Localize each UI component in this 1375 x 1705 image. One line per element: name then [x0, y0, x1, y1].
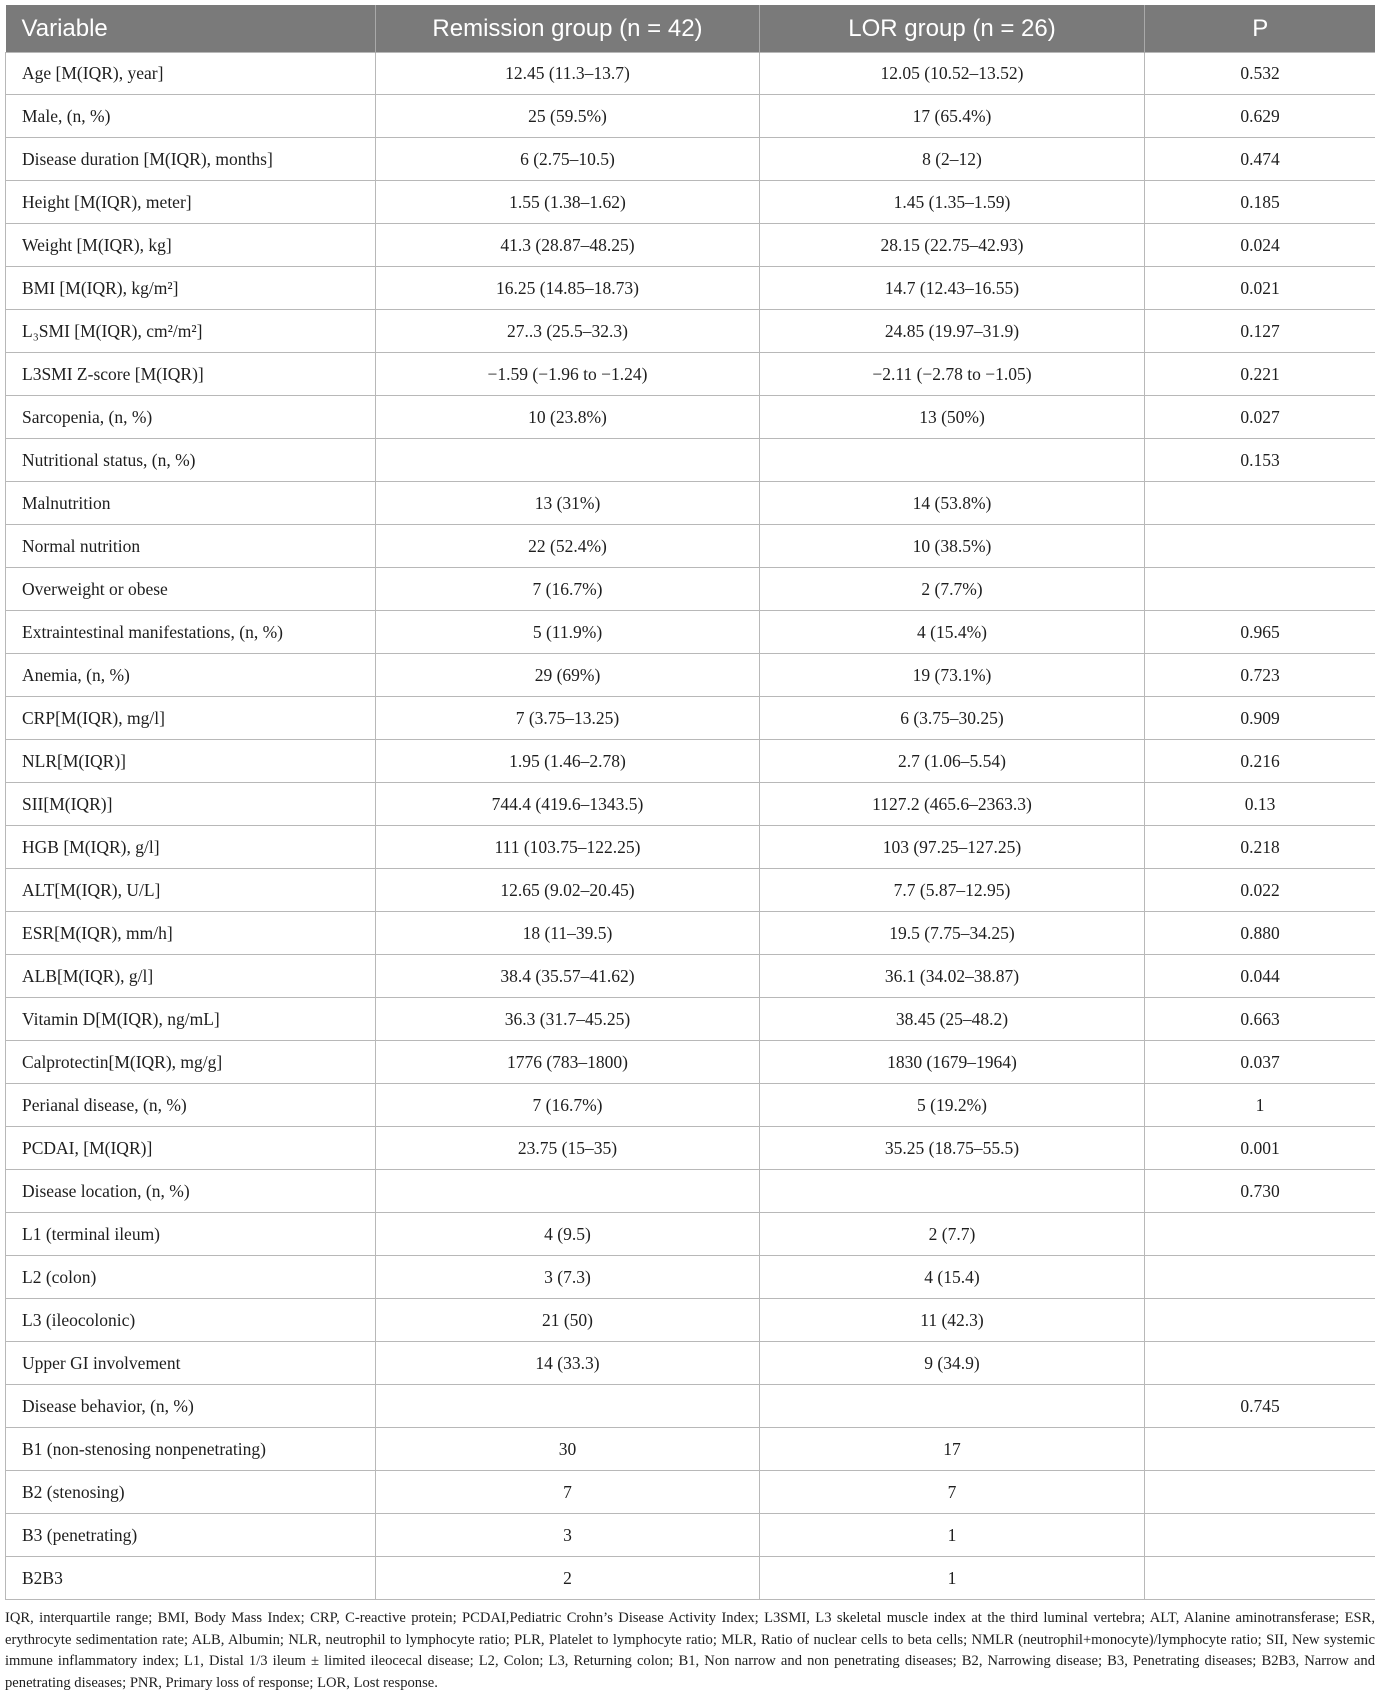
lor-cell: 11 (42.3)	[760, 1299, 1145, 1342]
comparison-table	[5, 5, 1375, 1600]
table-row	[6, 396, 1375, 439]
p-value-cell	[1145, 482, 1375, 525]
remission-cell: 14 (33.3)	[376, 1342, 760, 1385]
lor-cell: 8 (2–12)	[760, 138, 1145, 181]
variable-cell: B2B3	[6, 1557, 376, 1600]
p-value-cell	[1145, 1342, 1375, 1385]
p-value-cell: 0.044	[1145, 955, 1375, 998]
remission-cell	[376, 439, 760, 482]
lor-cell: 1830 (1679–1964)	[760, 1041, 1145, 1084]
table-row	[6, 224, 1375, 267]
lor-cell: 7.7 (5.87–12.95)	[760, 869, 1145, 912]
remission-cell: 1776 (783–1800)	[376, 1041, 760, 1084]
variable-cell: L2 (colon)	[6, 1256, 376, 1299]
lor-cell: 5 (19.2%)	[760, 1084, 1145, 1127]
variable-cell: Age [M(IQR), year]	[6, 53, 376, 95]
variable-cell: Vitamin D[M(IQR), ng/mL]	[6, 998, 376, 1041]
p-value-cell: 0.221	[1145, 353, 1375, 396]
p-value-cell: 0.663	[1145, 998, 1375, 1041]
lor-cell: 4 (15.4)	[760, 1256, 1145, 1299]
remission-cell: 3 (7.3)	[376, 1256, 760, 1299]
header-p-value: P	[1145, 5, 1375, 53]
variable-cell: ALB[M(IQR), g/l]	[6, 955, 376, 998]
remission-cell: 25 (59.5%)	[376, 95, 760, 138]
document-page	[5, 5, 1375, 1694]
lor-cell: 1	[760, 1557, 1145, 1600]
table-body	[6, 53, 1375, 1600]
remission-cell: 1.55 (1.38–1.62)	[376, 181, 760, 224]
remission-cell	[376, 1170, 760, 1213]
variable-cell: BMI [M(IQR), kg/m²]	[6, 267, 376, 310]
lor-cell: 9 (34.9)	[760, 1342, 1145, 1385]
variable-cell: B2 (stenosing)	[6, 1471, 376, 1514]
table-row	[6, 1385, 1375, 1428]
variable-cell: L₃SMI [M(IQR), cm²/m²]	[6, 310, 376, 353]
p-value-cell	[1145, 568, 1375, 611]
p-value-cell	[1145, 1471, 1375, 1514]
remission-cell: 41.3 (28.87–48.25)	[376, 224, 760, 267]
variable-cell: HGB [M(IQR), g/l]	[6, 826, 376, 869]
remission-cell: 7 (16.7%)	[376, 568, 760, 611]
lor-cell: 2 (7.7)	[760, 1213, 1145, 1256]
p-value-cell: 0.13	[1145, 783, 1375, 826]
table-row	[6, 1342, 1375, 1385]
table-row	[6, 310, 1375, 353]
remission-cell: 30	[376, 1428, 760, 1471]
variable-cell: Perianal disease, (n, %)	[6, 1084, 376, 1127]
variable-cell: NLR[M(IQR)]	[6, 740, 376, 783]
remission-cell: 1.95 (1.46–2.78)	[376, 740, 760, 783]
variable-cell: Malnutrition	[6, 482, 376, 525]
variable-cell: Overweight or obese	[6, 568, 376, 611]
p-value-cell: 1	[1145, 1084, 1375, 1127]
variable-cell: Sarcopenia, (n, %)	[6, 396, 376, 439]
variable-cell: Weight [M(IQR), kg]	[6, 224, 376, 267]
remission-cell: 10 (23.8%)	[376, 396, 760, 439]
table-row	[6, 1256, 1375, 1299]
remission-cell: 38.4 (35.57–41.62)	[376, 955, 760, 998]
remission-cell: 23.75 (15–35)	[376, 1127, 760, 1170]
table-row	[6, 955, 1375, 998]
table-row	[6, 654, 1375, 697]
lor-cell: 14.7 (12.43–16.55)	[760, 267, 1145, 310]
remission-cell: 2	[376, 1557, 760, 1600]
remission-cell: 4 (9.5)	[376, 1213, 760, 1256]
variable-cell: L1 (terminal ileum)	[6, 1213, 376, 1256]
p-value-cell: 0.001	[1145, 1127, 1375, 1170]
p-value-cell: 0.021	[1145, 267, 1375, 310]
variable-cell: Disease location, (n, %)	[6, 1170, 376, 1213]
p-value-cell: 0.909	[1145, 697, 1375, 740]
variable-cell: Anemia, (n, %)	[6, 654, 376, 697]
table-header	[6, 5, 1375, 53]
p-value-cell	[1145, 1256, 1375, 1299]
header-lor-group: LOR group (n = 26)	[760, 5, 1145, 53]
remission-cell: 5 (11.9%)	[376, 611, 760, 654]
remission-cell: 36.3 (31.7–45.25)	[376, 998, 760, 1041]
table-row	[6, 1471, 1375, 1514]
remission-cell: 18 (11–39.5)	[376, 912, 760, 955]
lor-cell: 103 (97.25–127.25)	[760, 826, 1145, 869]
p-value-cell: 0.532	[1145, 53, 1375, 95]
lor-cell: 38.45 (25–48.2)	[760, 998, 1145, 1041]
p-value-cell	[1145, 1299, 1375, 1342]
p-value-cell: 0.474	[1145, 138, 1375, 181]
variable-cell: CRP[M(IQR), mg/l]	[6, 697, 376, 740]
table-row	[6, 1127, 1375, 1170]
lor-cell	[760, 1385, 1145, 1428]
p-value-cell: 0.965	[1145, 611, 1375, 654]
p-value-cell: 0.027	[1145, 396, 1375, 439]
table-row	[6, 611, 1375, 654]
variable-cell: Disease duration [M(IQR), months]	[6, 138, 376, 181]
table-row	[6, 912, 1375, 955]
p-value-cell: 0.629	[1145, 95, 1375, 138]
lor-cell: 12.05 (10.52–13.52)	[760, 53, 1145, 95]
table-row	[6, 783, 1375, 826]
lor-cell: 14 (53.8%)	[760, 482, 1145, 525]
p-value-cell: 0.218	[1145, 826, 1375, 869]
lor-cell: 17	[760, 1428, 1145, 1471]
remission-cell: 111 (103.75–122.25)	[376, 826, 760, 869]
lor-cell: 17 (65.4%)	[760, 95, 1145, 138]
remission-cell: 22 (52.4%)	[376, 525, 760, 568]
remission-cell: 7 (16.7%)	[376, 1084, 760, 1127]
variable-cell: ALT[M(IQR), U/L]	[6, 869, 376, 912]
table-row	[6, 869, 1375, 912]
lor-cell: 35.25 (18.75–55.5)	[760, 1127, 1145, 1170]
variable-cell: ESR[M(IQR), mm/h]	[6, 912, 376, 955]
table-row	[6, 826, 1375, 869]
table-row	[6, 697, 1375, 740]
table-row	[6, 53, 1375, 95]
lor-cell: 2.7 (1.06–5.54)	[760, 740, 1145, 783]
table-row	[6, 1213, 1375, 1256]
lor-cell: 1	[760, 1514, 1145, 1557]
variable-cell: Upper GI involvement	[6, 1342, 376, 1385]
lor-cell: 28.15 (22.75–42.93)	[760, 224, 1145, 267]
remission-cell: 744.4 (419.6–1343.5)	[376, 783, 760, 826]
lor-cell: 7	[760, 1471, 1145, 1514]
header-remission-group: Remission group (n = 42)	[376, 5, 760, 53]
lor-cell: 24.85 (19.97–31.9)	[760, 310, 1145, 353]
variable-cell: Nutritional status, (n, %)	[6, 439, 376, 482]
lor-cell: 19.5 (7.75–34.25)	[760, 912, 1145, 955]
lor-cell: 19 (73.1%)	[760, 654, 1145, 697]
p-value-cell: 0.153	[1145, 439, 1375, 482]
remission-cell: 3	[376, 1514, 760, 1557]
table-row	[6, 1170, 1375, 1213]
table-row	[6, 138, 1375, 181]
table-row	[6, 1514, 1375, 1557]
table-row	[6, 1084, 1375, 1127]
remission-cell: 21 (50)	[376, 1299, 760, 1342]
table-row	[6, 267, 1375, 310]
remission-cell: 12.45 (11.3–13.7)	[376, 53, 760, 95]
lor-cell: 4 (15.4%)	[760, 611, 1145, 654]
remission-cell: 7 (3.75–13.25)	[376, 697, 760, 740]
variable-cell: Extraintestinal manifestations, (n, %)	[6, 611, 376, 654]
table-row	[6, 1557, 1375, 1600]
lor-cell	[760, 439, 1145, 482]
table-row	[6, 439, 1375, 482]
variable-cell: Height [M(IQR), meter]	[6, 181, 376, 224]
remission-cell: 16.25 (14.85–18.73)	[376, 267, 760, 310]
p-value-cell: 0.216	[1145, 740, 1375, 783]
p-value-cell	[1145, 1428, 1375, 1471]
table-row	[6, 482, 1375, 525]
lor-cell: 13 (50%)	[760, 396, 1145, 439]
table-row	[6, 353, 1375, 396]
lor-cell: 10 (38.5%)	[760, 525, 1145, 568]
remission-cell: 27..3 (25.5–32.3)	[376, 310, 760, 353]
table-footnote: IQR, interquartile range; BMI, Body Mass Index; CRP, C-reactive protein; PCDAI,Pediatric Crohn’s Disease Activity Index; L3SMI, L3 skeletal muscle index at the third luminal vertebra; ALT, Alanine aminotransferase; ESR, erythrocyte sedimentation rate; ALB, Albumin; NLR, neutrophil to lymphocyte ratio; PLR, Platelet to lymphocyte ratio; MLR, Ratio of nuclear cells to beta cells; NMLR (neutrophil+monocyte)/lymphocyte ratio; SII, New systemic immune inflammatory index; L1, Distal 1/3 ileum ± limited ileocecal disease; L2, Colon; L3, Returning colon; B1, Non narrow and non penetrating diseases; B2, Narrowing disease; B3, Penetrating diseases; B2B3, Narrow and penetrating diseases; PNR, Primary loss of response; LOR, Lost response.	[5, 1610, 1375, 1691]
p-value-cell: 0.024	[1145, 224, 1375, 267]
variable-cell: B3 (penetrating)	[6, 1514, 376, 1557]
variable-cell: PCDAI, [M(IQR)]	[6, 1127, 376, 1170]
p-value-cell	[1145, 1514, 1375, 1557]
variable-cell: Calprotectin[M(IQR), mg/g]	[6, 1041, 376, 1084]
p-value-cell	[1145, 1213, 1375, 1256]
p-value-cell: 0.037	[1145, 1041, 1375, 1084]
p-value-cell	[1145, 525, 1375, 568]
lor-cell: −2.11 (−2.78 to −1.05)	[760, 353, 1145, 396]
remission-cell: 13 (31%)	[376, 482, 760, 525]
p-value-cell: 0.723	[1145, 654, 1375, 697]
remission-cell: 6 (2.75–10.5)	[376, 138, 760, 181]
p-value-cell: 0.127	[1145, 310, 1375, 353]
table-row	[6, 1041, 1375, 1084]
lor-cell: 1127.2 (465.6–2363.3)	[760, 783, 1145, 826]
table-row	[6, 998, 1375, 1041]
variable-cell: L3 (ileocolonic)	[6, 1299, 376, 1342]
table-row	[6, 525, 1375, 568]
remission-cell: 29 (69%)	[376, 654, 760, 697]
header-variable: Variable	[6, 5, 376, 53]
table-row	[6, 1299, 1375, 1342]
p-value-cell: 0.745	[1145, 1385, 1375, 1428]
remission-cell: 7	[376, 1471, 760, 1514]
remission-cell: −1.59 (−1.96 to −1.24)	[376, 353, 760, 396]
p-value-cell: 0.730	[1145, 1170, 1375, 1213]
remission-cell: 12.65 (9.02–20.45)	[376, 869, 760, 912]
lor-cell	[760, 1170, 1145, 1213]
p-value-cell: 0.185	[1145, 181, 1375, 224]
variable-cell: Male, (n, %)	[6, 95, 376, 138]
table-row	[6, 1428, 1375, 1471]
p-value-cell	[1145, 1557, 1375, 1600]
p-value-cell: 0.022	[1145, 869, 1375, 912]
variable-cell: Normal nutrition	[6, 525, 376, 568]
variable-cell: L3SMI Z-score [M(IQR)]	[6, 353, 376, 396]
variable-cell: SII[M(IQR)]	[6, 783, 376, 826]
table-row	[6, 95, 1375, 138]
lor-cell: 36.1 (34.02–38.87)	[760, 955, 1145, 998]
table-row	[6, 181, 1375, 224]
variable-cell: B1 (non-stenosing nonpenetrating)	[6, 1428, 376, 1471]
table-row	[6, 740, 1375, 783]
p-value-cell: 0.880	[1145, 912, 1375, 955]
remission-cell	[376, 1385, 760, 1428]
lor-cell: 1.45 (1.35–1.59)	[760, 181, 1145, 224]
lor-cell: 2 (7.7%)	[760, 568, 1145, 611]
lor-cell: 6 (3.75–30.25)	[760, 697, 1145, 740]
table-row	[6, 568, 1375, 611]
variable-cell: Disease behavior, (n, %)	[6, 1385, 376, 1428]
